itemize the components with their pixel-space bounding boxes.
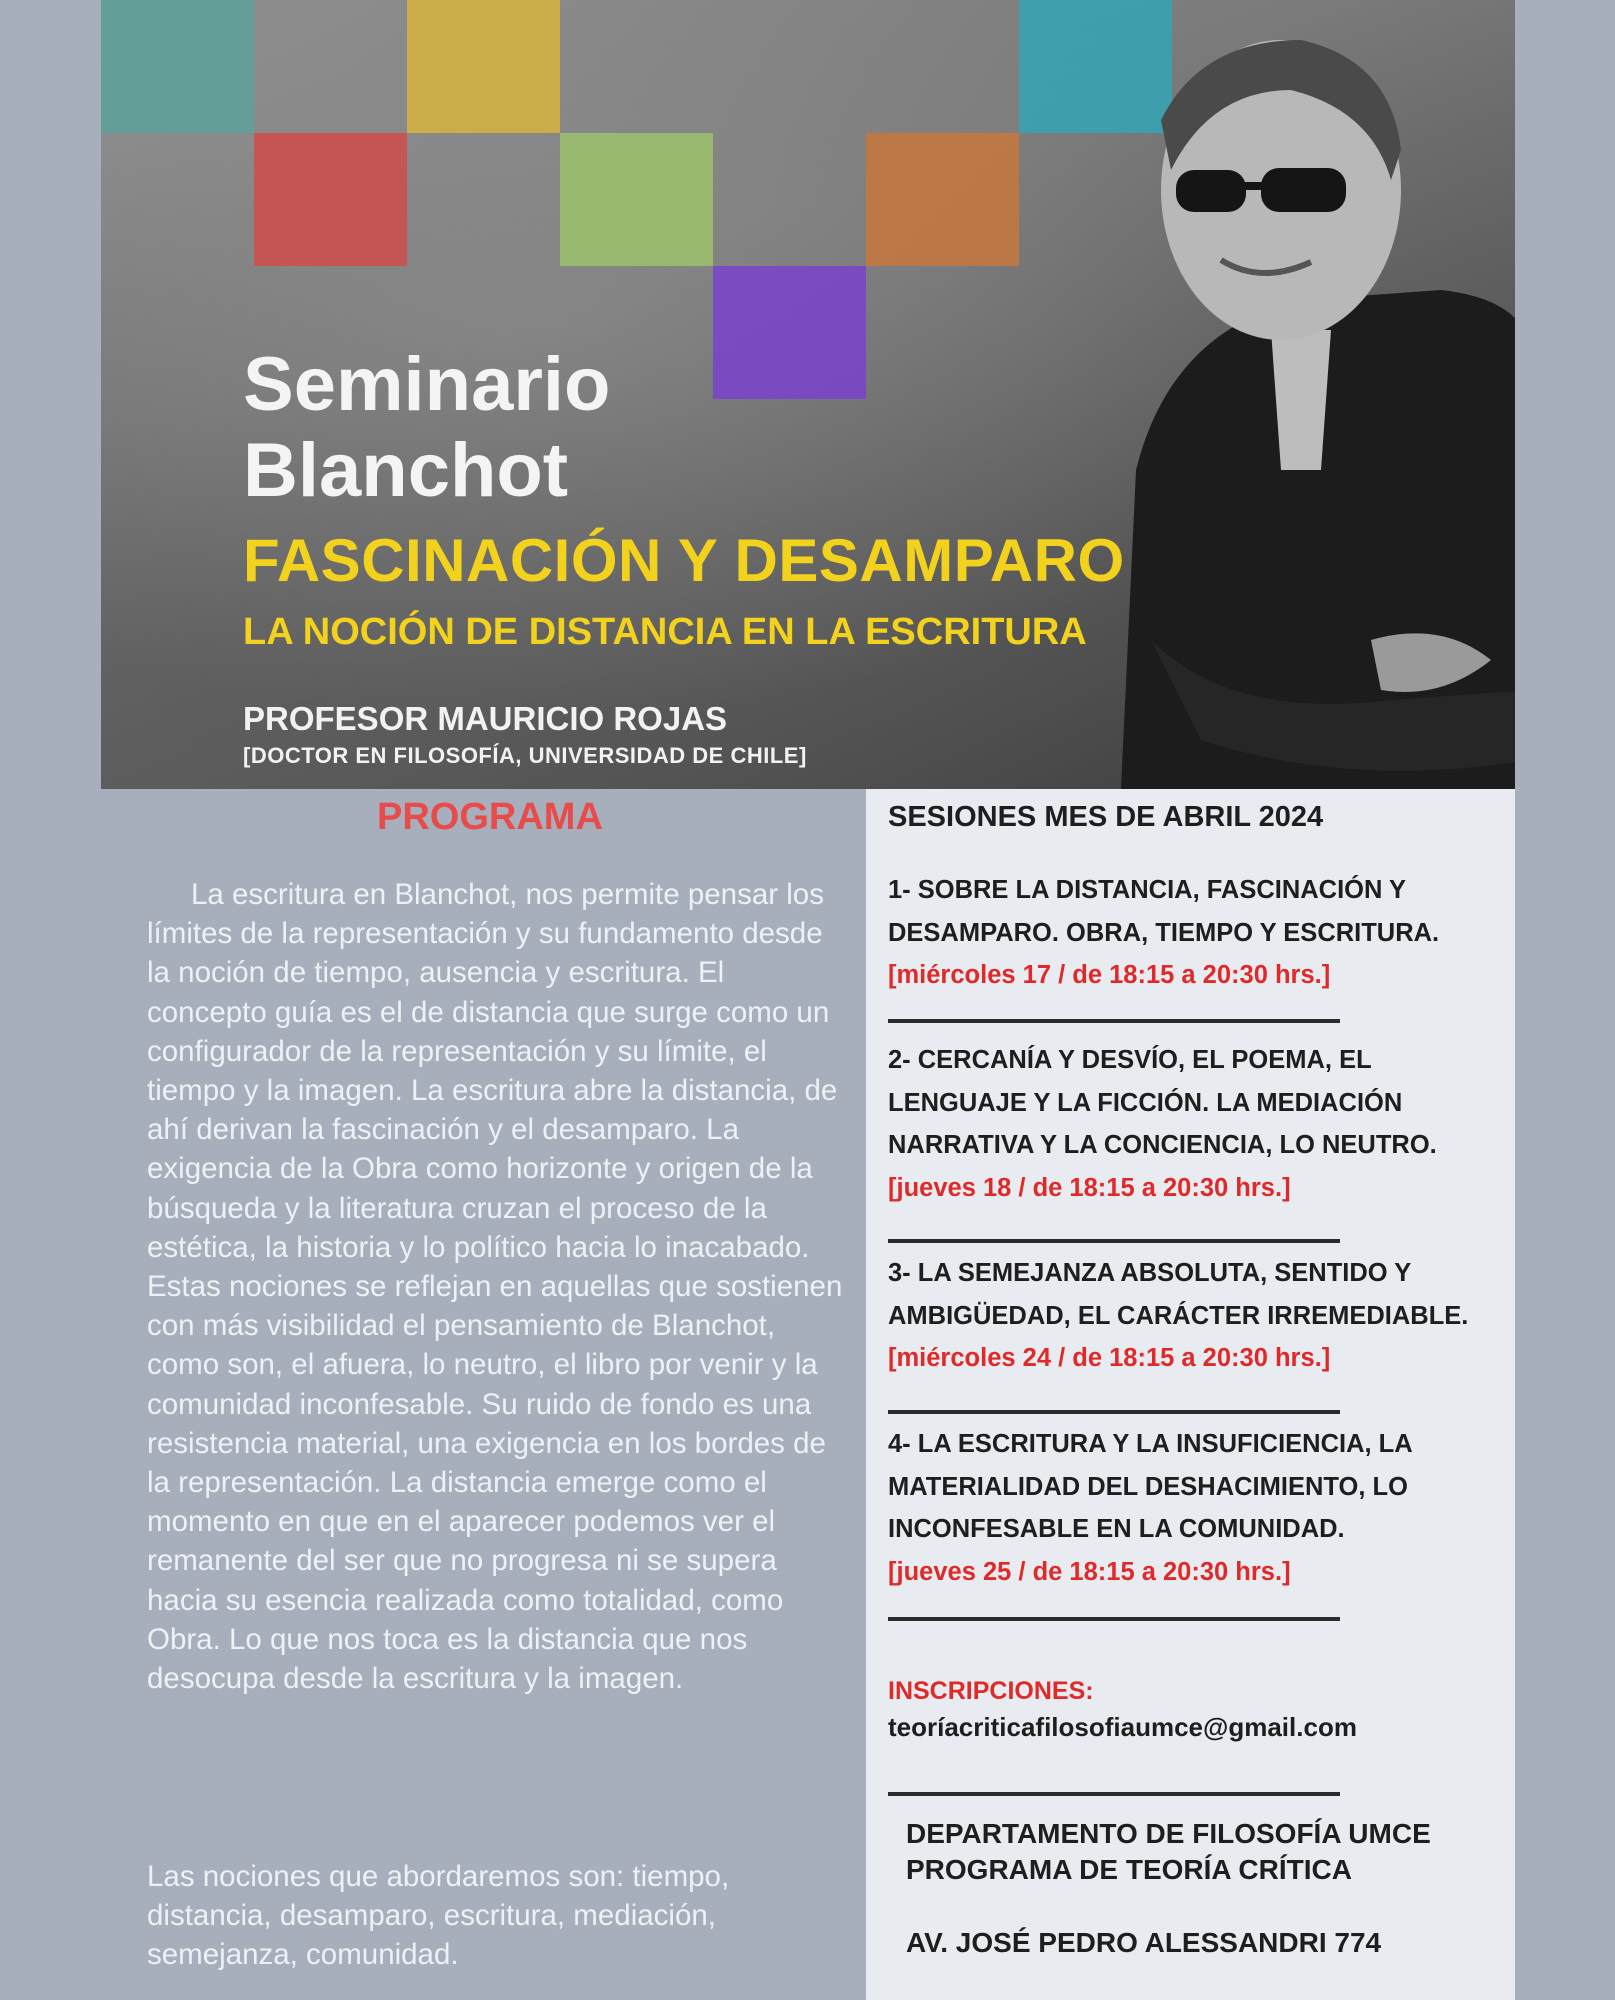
session-title-line: 2- CERCANÍA Y DESVÍO, EL POEMA, EL — [888, 1046, 1372, 1074]
session-title-line: 3- LA SEMEJANZA ABSOLUTA, SENTIDO Y — [888, 1259, 1412, 1287]
session-title-line: 1- SOBRE LA DISTANCIA, FASCINACIÓN Y — [888, 876, 1407, 904]
department-info — [906, 1816, 1431, 1888]
program-heading: PROGRAMA — [377, 796, 603, 838]
hero-banner — [101, 0, 1515, 789]
session-schedule: [miércoles 17 / de 18:15 a 20:30 hrs.] — [888, 961, 1331, 989]
session-title-line: INCONFESABLE EN LA COMUNIDAD. — [888, 1515, 1345, 1543]
sessions-panel — [866, 789, 1515, 2000]
color-tile — [713, 266, 866, 399]
session-title-line: MATERIALIDAD DEL DESHACIMIENTO, LO — [888, 1472, 1408, 1501]
divider — [888, 1617, 1340, 1621]
registration-label: INSCRIPCIONES: — [888, 1677, 1094, 1705]
seminar-title-line2: Blanchot — [243, 428, 569, 513]
color-tile — [560, 133, 713, 266]
poster — [101, 0, 1515, 2000]
registration-email-link[interactable]: teoríacriticafilosofiaumce@gmail.com — [888, 1712, 1357, 1742]
professor-credentials: [DOCTOR EN FILOSOFÍA, UNIVERSIDAD DE CHILE] — [243, 743, 807, 768]
divider — [888, 1792, 1340, 1796]
seminar-title — [243, 342, 610, 514]
session-item — [888, 1039, 1508, 1209]
sessions-heading: SESIONES MES DE ABRIL 2024 — [888, 801, 1324, 833]
program-description: La escritura en Blanchot, nos permite pensar los límites de la representación y su fundamento desde la noción de tiempo, ausencia y escritura. El concepto guía es el de distancia que surge como un configurador de la representación y su límite, el tiempo y la imagen. La escritura abre la distancia, de ahí derivan la fascinación y el desamparo. La exigencia de la Obra como horizonte y origen de la búsqueda y la literatura cruzan el proceso de la estética, la historia y lo político hacia lo inacabado. Estas nociones se reflejan en aquellas que sostienen con más visibilidad el pensamiento de Blanchot, como son, el afuera, lo neutro, el libro por venir y la comunidad inconfesable. Su ruido de fondo es una resistencia material, una exigencia en los bordes de la representación. La distancia emerge como el momento en que en el aparecer podemos ver el remanente del ser que no progresa ni se supera hacia su esencia realizada como totalidad, como Obra. Lo que nos toca es la distancia que nos desocupa desde la escritura y la imagen. — [147, 878, 843, 1696]
session-schedule: [miércoles 24 / de 18:15 a 20:30 hrs.] — [888, 1344, 1331, 1372]
divider — [888, 1019, 1340, 1023]
divider — [888, 1410, 1340, 1414]
address: AV. JOSÉ PEDRO ALESSANDRI 774 — [906, 1927, 1382, 1958]
session-schedule: [jueves 25 / de 18:15 a 20:30 hrs.] — [888, 1557, 1291, 1586]
main-title: FASCINACIÓN Y DESAMPARO — [243, 527, 1125, 594]
seminar-title-line1: Seminario — [243, 342, 611, 427]
department-name: DEPARTAMENTO DE FILOSOFÍA UMCE — [906, 1818, 1431, 1849]
color-tile — [254, 133, 407, 266]
session-item — [888, 1423, 1508, 1593]
program-name: PROGRAMA DE TEORÍA CRÍTICA — [906, 1854, 1352, 1885]
divider — [888, 1239, 1340, 1243]
professor-name: PROFESOR MAURICIO ROJAS — [243, 700, 728, 737]
session-schedule: [jueves 18 / de 18:15 a 20:30 hrs.] — [888, 1173, 1291, 1202]
session-title-line: DESAMPARO. OBRA, TIEMPO Y ESCRITURA. — [888, 918, 1440, 947]
session-item — [888, 869, 1508, 997]
session-title-line: AMBIGÜEDAD, EL CARÁCTER IRREMEDIABLE. — [888, 1301, 1469, 1330]
color-tile — [407, 0, 560, 133]
session-title-line: 4- LA ESCRITURA Y LA INSUFICIENCIA, LA — [888, 1430, 1413, 1458]
subtitle: LA NOCIÓN DE DISTANCIA EN LA ESCRITURA — [243, 611, 1087, 653]
session-title-line: LENGUAJE Y LA FICCIÓN. LA MEDIACIÓN — [888, 1088, 1403, 1117]
color-tile — [101, 0, 254, 133]
portrait-photo — [971, 0, 1515, 789]
program-topics: Las nociones que abordaremos son: tiempo, distancia, desamparo, escritura, mediación, semejanza, comunidad. — [147, 1860, 730, 1972]
program-column — [101, 789, 866, 2000]
session-item — [888, 1252, 1508, 1380]
session-title-line: NARRATIVA Y LA CONCIENCIA, LO NEUTRO. — [888, 1131, 1437, 1159]
